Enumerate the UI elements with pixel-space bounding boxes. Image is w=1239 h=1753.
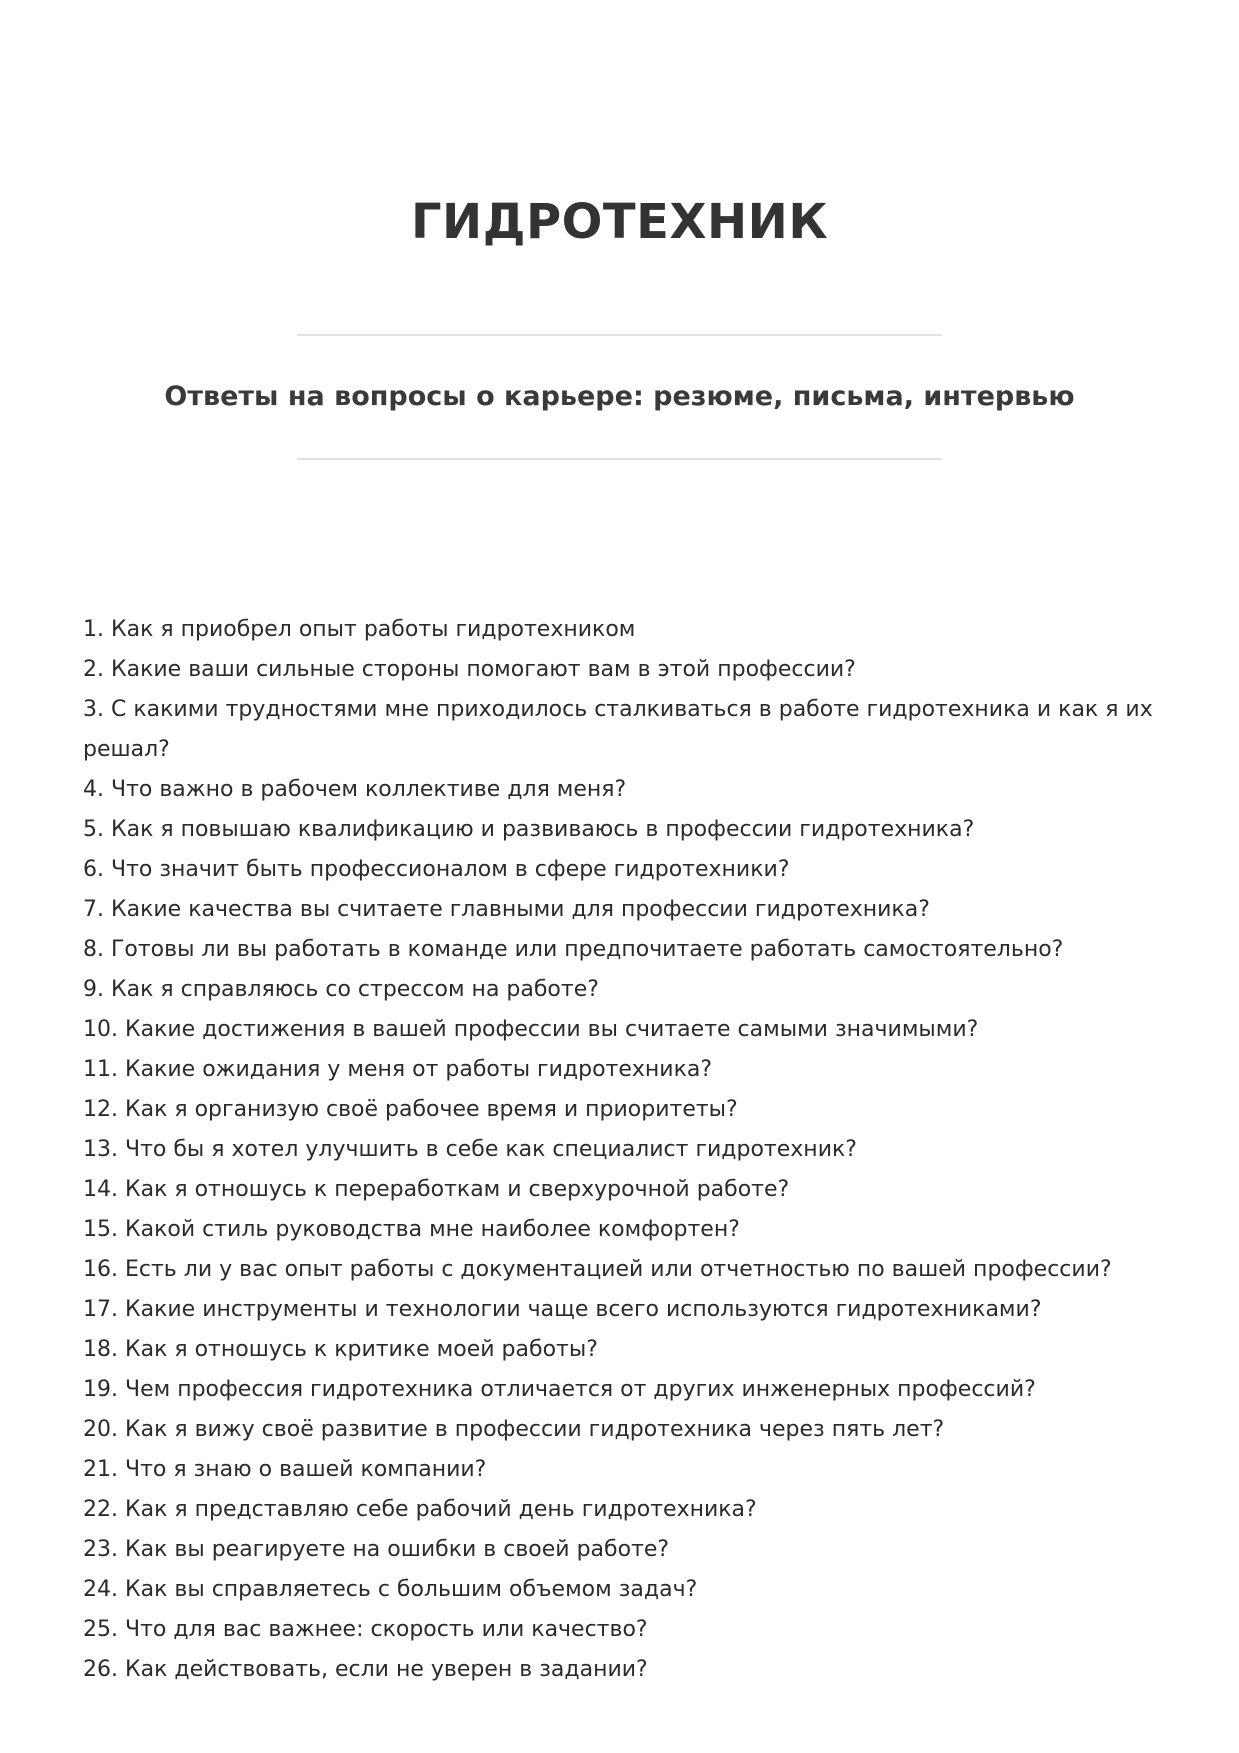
question-item: 17. Какие инструменты и технологии чаще всего используются гидротехниками? xyxy=(83,1297,1042,1322)
question-item: 16. Есть ли у вас опыт работы с документацией или отчетностью по вашей профессии? xyxy=(83,1257,1112,1282)
question-item: 11. Какие ожидания у меня от работы гидротехника? xyxy=(83,1057,713,1082)
question-item: 13. Что бы я хотел улучшить в себе как специалист гидротехник? xyxy=(83,1137,857,1162)
questions-list xyxy=(83,610,1163,1690)
question-item: 15. Какой стиль руководства мне наиболее комфортен? xyxy=(83,1217,740,1242)
question-item: 12. Как я организую своё рабочее время и приоритеты? xyxy=(83,1097,738,1122)
question-item: 4. Что важно в рабочем коллективе для меня? xyxy=(83,777,627,802)
question-item: 19. Чем профессия гидротехника отличается от других инженерных профессий? xyxy=(83,1377,1036,1402)
divider-bottom xyxy=(297,458,942,460)
question-item: 1. Как я приобрел опыт работы гидротехником xyxy=(83,617,636,642)
question-item: 24. Как вы справляетесь с большим объемом задач? xyxy=(83,1577,698,1602)
question-item: 10. Какие достижения в вашей профессии вы считаете самыми значимыми? xyxy=(83,1017,979,1042)
question-item: 9. Как я справляюсь со стрессом на работе? xyxy=(83,977,599,1002)
question-item: 8. Готовы ли вы работать в команде или предпочитаете работать самостоятельно? xyxy=(83,937,1064,962)
question-item: 22. Как я представляю себе рабочий день гидротехника? xyxy=(83,1497,757,1522)
question-item: 25. Что для вас важнее: скорость или качество? xyxy=(83,1617,648,1642)
question-item: 14. Как я отношусь к переработкам и сверхурочной работе? xyxy=(83,1177,790,1202)
question-item: 21. Что я знаю о вашей компании? xyxy=(83,1457,487,1482)
question-item: 7. Какие качества вы считаете главными для профессии гидротехника? xyxy=(83,897,930,922)
page-subtitle: Ответы на вопросы о карьере: резюме, письма, интервью xyxy=(164,381,1075,412)
page-title: ГИДРОТЕХНИК xyxy=(410,194,829,250)
question-item: 6. Что значит быть профессионалом в сфере гидротехники? xyxy=(83,857,790,882)
question-item: 5. Как я повышаю квалификацию и развиваюсь в профессии гидротехника? xyxy=(83,817,975,842)
question-item: 26. Как действовать, если не уверен в задании? xyxy=(83,1657,648,1682)
question-item: 23. Как вы реагируете на ошибки в своей работе? xyxy=(83,1537,670,1562)
question-item: 2. Какие ваши сильные стороны помогают вам в этой профессии? xyxy=(83,657,856,682)
question-item: 3. С какими трудностями мне приходилось сталкиваться в работе гидротехника и как я их решал? xyxy=(83,697,1153,762)
question-item: 20. Как я вижу своё развитие в профессии гидротехника через пять лет? xyxy=(83,1417,945,1442)
question-item: 18. Как я отношусь к критике моей работы? xyxy=(83,1337,598,1362)
divider-top xyxy=(297,334,942,336)
